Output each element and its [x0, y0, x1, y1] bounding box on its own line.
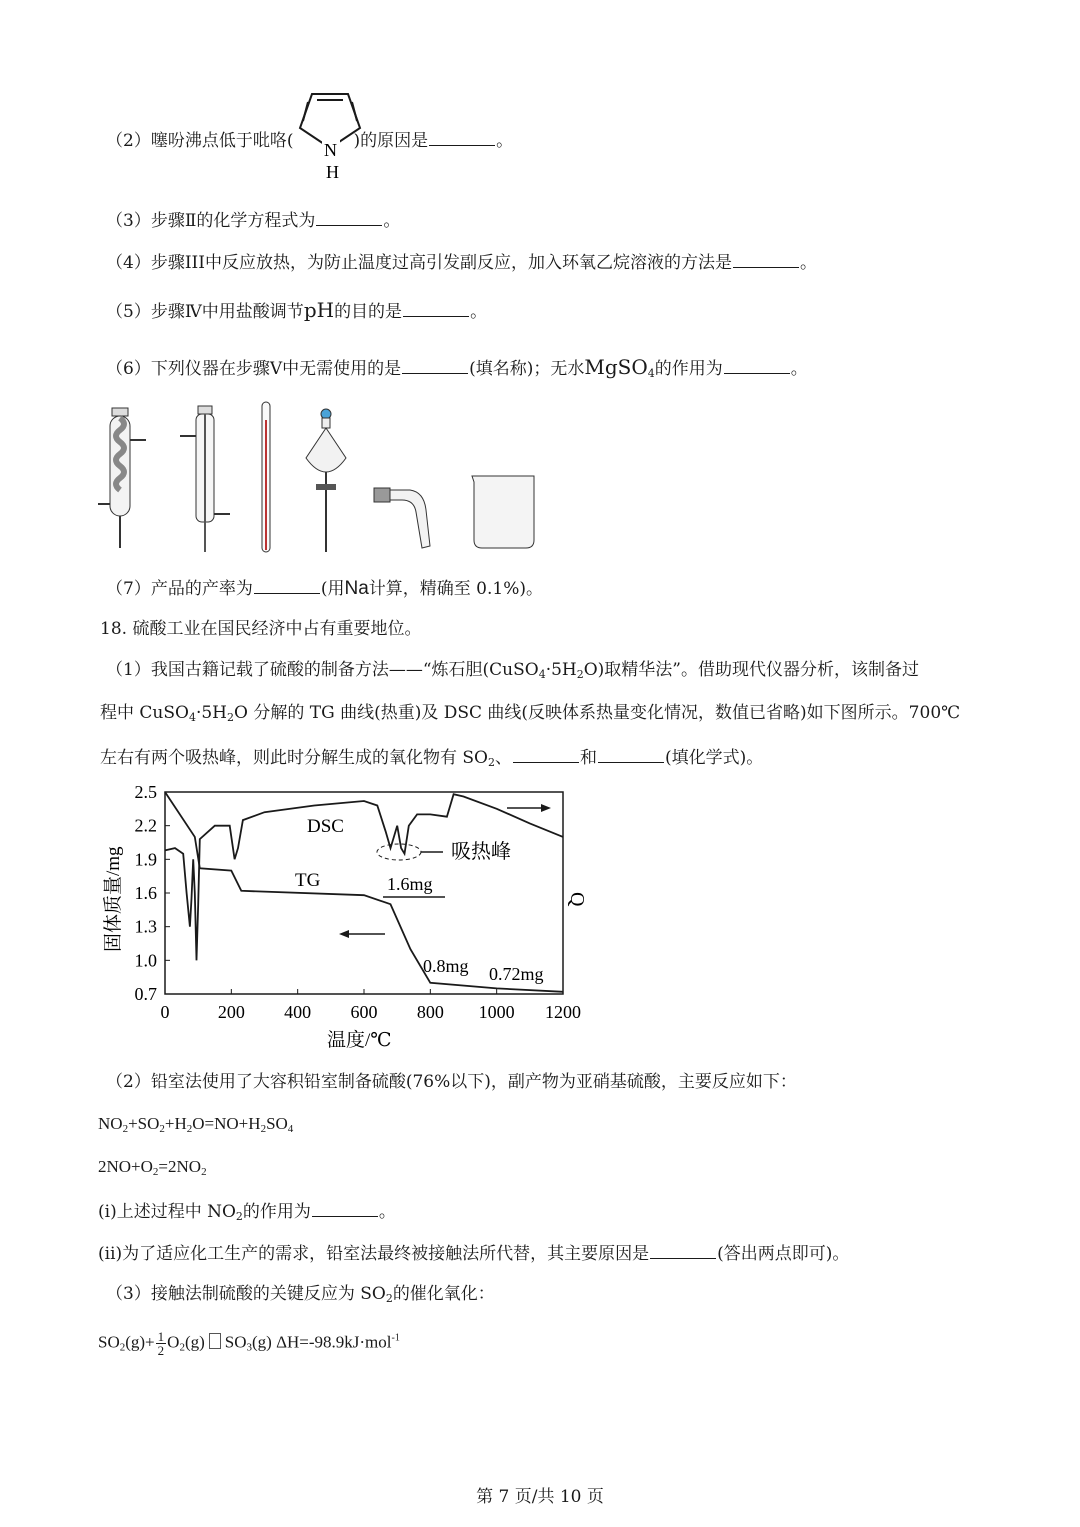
label-0-72mg: 0.72mg: [489, 964, 544, 984]
y-tick-label: 1.9: [134, 849, 157, 870]
q4-line: （4）步骤III中反应放热，为防止温度过高引发副反应，加入环氧乙烷溶液的方法是 。: [106, 250, 817, 273]
pyrrole-structure: [290, 86, 380, 186]
equation-2: $2NO+O_2=2NO_2$: [98, 1157, 207, 1178]
pyrrole-h: H: [326, 162, 339, 182]
q18-p1-line2: 程中 $CuSO_4\cdot 5H_2O$ 分解的 TG 曲线(热重)及 DSC 曲线(反映体系热量变化情况，数值已省略)如下图所示。700℃: [100, 703, 961, 724]
tg-dsc-chart: [95, 780, 605, 1055]
bulb-condenser-icon: [98, 408, 146, 548]
y-tick-label: 2.2: [134, 815, 157, 836]
equation-3: $SO_2(g)+$ $\frac{1}{2}$ $O_2(g)$ $SO_3(g)$ ΔH=-98.9kJ·mol$^{-1}$: [98, 1329, 400, 1358]
adapter-icon: [374, 488, 430, 548]
peak-ellipse: [377, 844, 421, 860]
q2-line: （2）噻吩沸点低于吡咯( )的原因是 。: [106, 128, 513, 151]
arrow-right-head: [541, 804, 551, 812]
y2-axis-label: Q: [566, 892, 588, 907]
label-0-8mg: 0.8mg: [423, 956, 469, 976]
straight-condenser-icon: [180, 406, 230, 552]
apparatus-row: [90, 400, 550, 560]
x-tick-label: 0: [160, 1002, 170, 1022]
q3-line: （3）步骤Ⅱ的化学方程式为 。: [106, 208, 400, 231]
thermometer-icon: [262, 402, 270, 552]
q5-line: （5）步骤Ⅳ中用盐酸调节pH的目的是 。: [106, 298, 488, 322]
separatory-funnel-icon: [306, 409, 346, 552]
q18-p3: （3）接触法制硫酸的关键反应为 $SO_2$的催化氧化：: [106, 1284, 495, 1305]
tg-curve: [165, 792, 563, 992]
pyrrole-n: N: [324, 140, 337, 160]
x-tick-label: 600: [350, 1002, 378, 1022]
q7-line: （7）产品的产率为 (用Na计算，精确至 0.1%)。: [106, 578, 543, 599]
x-tick-label: 800: [416, 1002, 444, 1022]
x-tick-label: 1200: [545, 1002, 581, 1022]
beaker-icon: [472, 476, 534, 548]
dsc-curve: [165, 794, 563, 960]
q6-line: （6）下列仪器在步骤Ⅴ中无需使用的是 (填名称)；无水MgSO$_4$的作用为 。: [106, 355, 808, 380]
y-tick-label: 1.3: [134, 916, 157, 937]
tg-label: TG: [295, 870, 321, 891]
equation-1: $NO_2+SO_2+H_2O=NO+H_2SO_4$: [98, 1114, 294, 1135]
y-tick-label: 1.6: [134, 883, 157, 903]
x-axis-label: 温度/℃: [327, 1030, 392, 1051]
y-tick-label: 0.7: [134, 984, 157, 1004]
q18-title: 18. 硫酸工业在国民经济中占有重要地位。: [100, 619, 422, 639]
dsc-label: DSC: [307, 816, 344, 837]
q18-part-i: (ⅰ)上述过程中 $NO_2$的作用为 。: [98, 1199, 396, 1223]
endothermic-peak-label: 吸热峰: [451, 841, 511, 863]
q18-p1-line1: （1）我国古籍记载了硫酸的制备方法——“炼石胆$(CuSO_4\cdot 5H_2O)$取精华法”。借助现代仪器分析，该制备过: [106, 660, 919, 681]
q18-p2: （2）铅室法使用了大容积铅室制备硫酸(76%以下)，副产物为亚硝基硫酸，主要反应如下：: [106, 1072, 797, 1092]
y-axis-label: 固体质量/mg: [103, 846, 124, 952]
equilibrium-arrow-placeholder: [209, 1333, 221, 1349]
label-1-6mg: 1.6mg: [387, 874, 433, 894]
q18-p1-line3: 左右有两个吸热峰，则此时分解生成的氧化物有 $SO_2$、 和 (填化学式)。: [100, 745, 763, 769]
q18-part-ii: (ⅱ)为了适应化工生产的需求，铅室法最终被接触法所代替，其主要原因是 (答出两点即可)。: [98, 1241, 849, 1264]
y-tick-label: 2.5: [134, 782, 157, 802]
x-tick-label: 1000: [478, 1002, 515, 1022]
arrow-left-head: [339, 930, 349, 938]
x-tick-label: 200: [217, 1002, 245, 1022]
page-footer: 第 7 页/共 10 页: [476, 1487, 604, 1507]
y-tick-label: 1.0: [134, 950, 157, 971]
fraction-half: $\frac{1}{2}$: [157, 1329, 165, 1358]
x-tick-label: 400: [284, 1002, 312, 1022]
